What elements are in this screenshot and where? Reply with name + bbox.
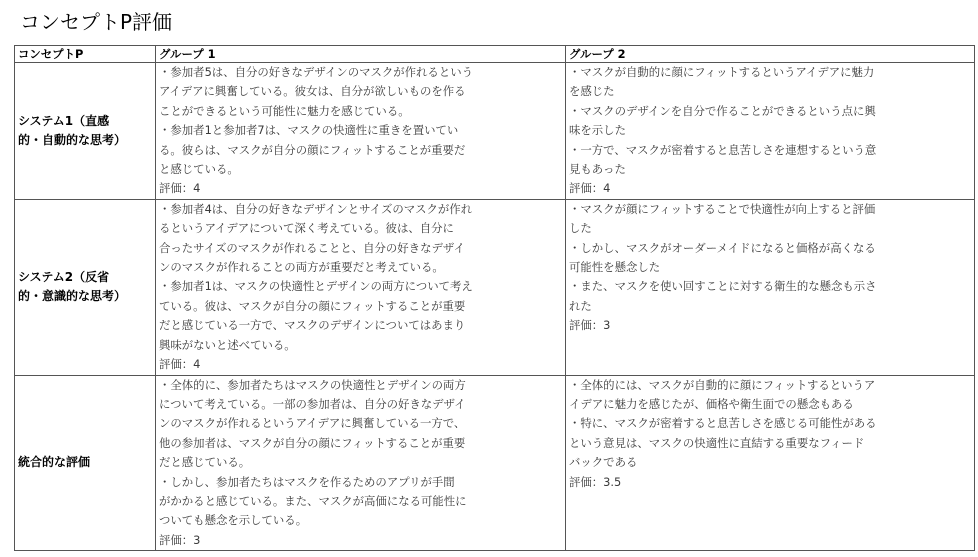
rating-text: 評価：4 (159, 357, 201, 372)
evaluation-table (14, 45, 975, 551)
cell-text-line: 合ったサイズのマスクが作れることと、自分の好きなデザイ (159, 240, 465, 255)
cell-text-line: ・参加者1は、マスクの快適性とデザインの両方について考え (159, 279, 473, 294)
cell-system-2-group-2 (566, 199, 975, 375)
header-concept: コンセプトP (15, 46, 156, 63)
cell-text-line: 可能性を懸念した (569, 260, 661, 275)
cell-text-line: 他の参加者は、マスクが自分の顔にフィットすることが重要 (159, 435, 466, 450)
row-label-line: 的・自動的な思考） (18, 132, 127, 147)
cell-text-line: ンのマスクが作れることの両方が重要だと考えている。 (159, 260, 444, 275)
cell-system-2-group-1 (156, 199, 566, 375)
cell-text-line: ついても懸念を示している。 (159, 513, 308, 528)
cell-text-line: ・しかし、参加者たちはマスクを作るためのアプリが手間 (159, 474, 455, 489)
row-label-line: 統合的な評価 (18, 455, 91, 470)
cell-integrated-group-2 (566, 375, 975, 551)
cell-text-line: ている。彼は、マスクが自分の顔にフィットすることが重要 (159, 298, 466, 313)
header-group-1: グループ 1 (156, 46, 566, 63)
table-row-system-1 (15, 63, 975, 200)
cell-text-line: ・参加者1と参加者7は、マスクの快適性に重きを置いてい (159, 123, 459, 138)
cell-text-line: れた (569, 298, 592, 313)
row-label-system-1 (15, 63, 156, 200)
row-label-line: システム2（反省 (18, 269, 110, 284)
cell-text-line: ・全体的に、参加者たちはマスクの快適性とデザインの両方 (159, 377, 466, 392)
cell-integrated-group-1 (156, 375, 566, 551)
cell-text-line: ・マスクのデザインを自分で作ることができるという点に興 (569, 103, 876, 118)
cell-text-line: と感じている。 (159, 162, 239, 177)
row-label-integrated (15, 375, 156, 551)
cell-text-line: ことができるという可能性に魅力を感じている。 (159, 103, 410, 118)
cell-text-line: ・参加者5は、自分の好きなデザインのマスクが作れるという (159, 65, 473, 79)
row-label-system-2 (15, 199, 156, 375)
rating-text: 評価：3 (569, 318, 611, 333)
cell-text-line: だと感じている。 (159, 455, 251, 470)
cell-text-line: ・しかし、マスクがオーダーメイドになると価格が高くなる (569, 240, 876, 255)
cell-system-1-group-1 (156, 63, 566, 200)
cell-text-line: ・マスクが自動的に顔にフィットするというアイデアに魅力 (569, 65, 875, 79)
rating-text: 評価：4 (159, 181, 201, 196)
cell-text-line: 味を示した (569, 123, 626, 138)
row-label-line: システム1（直感 (18, 113, 110, 128)
cell-text-line: る。彼らは、マスクが自分の顔にフィットすることが重要だ (159, 142, 466, 157)
cell-text-line: 興味がないと述べている。 (159, 337, 296, 352)
cell-text-line: るというアイデアについて深く考えている。彼は、自分に (159, 221, 454, 236)
cell-text-line: 見もあった (569, 162, 626, 177)
table-row-system-2 (15, 199, 975, 375)
rating-text: 評価：3 (159, 532, 201, 547)
page-title: コンセプトP評価 (20, 10, 173, 34)
cell-text-line: バックである (569, 455, 638, 470)
cell-text-line: ・参加者4は、自分の好きなデザインとサイズのマスクが作れ (159, 201, 473, 216)
cell-text-line: ・全体的には、マスクが自動的に顔にフィットするというア (569, 377, 876, 392)
cell-text-line: した (569, 221, 592, 236)
rating-text: 評価：4 (569, 181, 611, 196)
row-label-line: 的・意識的な思考） (18, 289, 127, 304)
cell-text-line: について考えている。一部の参加者は、自分の好きなデザイ (159, 396, 466, 411)
rating-text: 評価：3.5 (569, 474, 622, 489)
cell-text-line: ・マスクが顔にフィットすることで快適性が向上すると評価 (569, 201, 876, 216)
cell-text-line: ンのマスクが作れるというアイデアに興奮している一方で、 (159, 416, 466, 431)
cell-text-line: を感じた (569, 84, 615, 99)
cell-text-line: だと感じている一方で、マスクのデザインについてはあまり (159, 318, 466, 333)
cell-text-line: ・一方で、マスクが密着すると息苦しさを連想するという意 (569, 142, 877, 157)
cell-text-line: ・特に、マスクが密着すると息苦しさを感じる可能性がある (569, 416, 877, 431)
cell-text-line: ・また、マスクを使い回すことに対する衛生的な懸念も示さ (569, 279, 877, 294)
cell-text-line: という意見は、マスクの快適性に直結する重要なフィード (569, 435, 865, 450)
cell-system-1-group-2 (566, 63, 975, 200)
header-group-2: グループ 2 (566, 46, 975, 63)
cell-text-line: アイデアに興奮している。彼女は、自分が欲しいものを作る (159, 84, 466, 99)
table-row-integrated (15, 375, 975, 551)
table-header-row (15, 46, 975, 63)
cell-text-line: イデアに魅力を感じたが、価格や衛生面での懸念もある (569, 396, 854, 411)
cell-text-line: がかかると感じている。また、マスクが高価になる可能性に (159, 493, 467, 508)
